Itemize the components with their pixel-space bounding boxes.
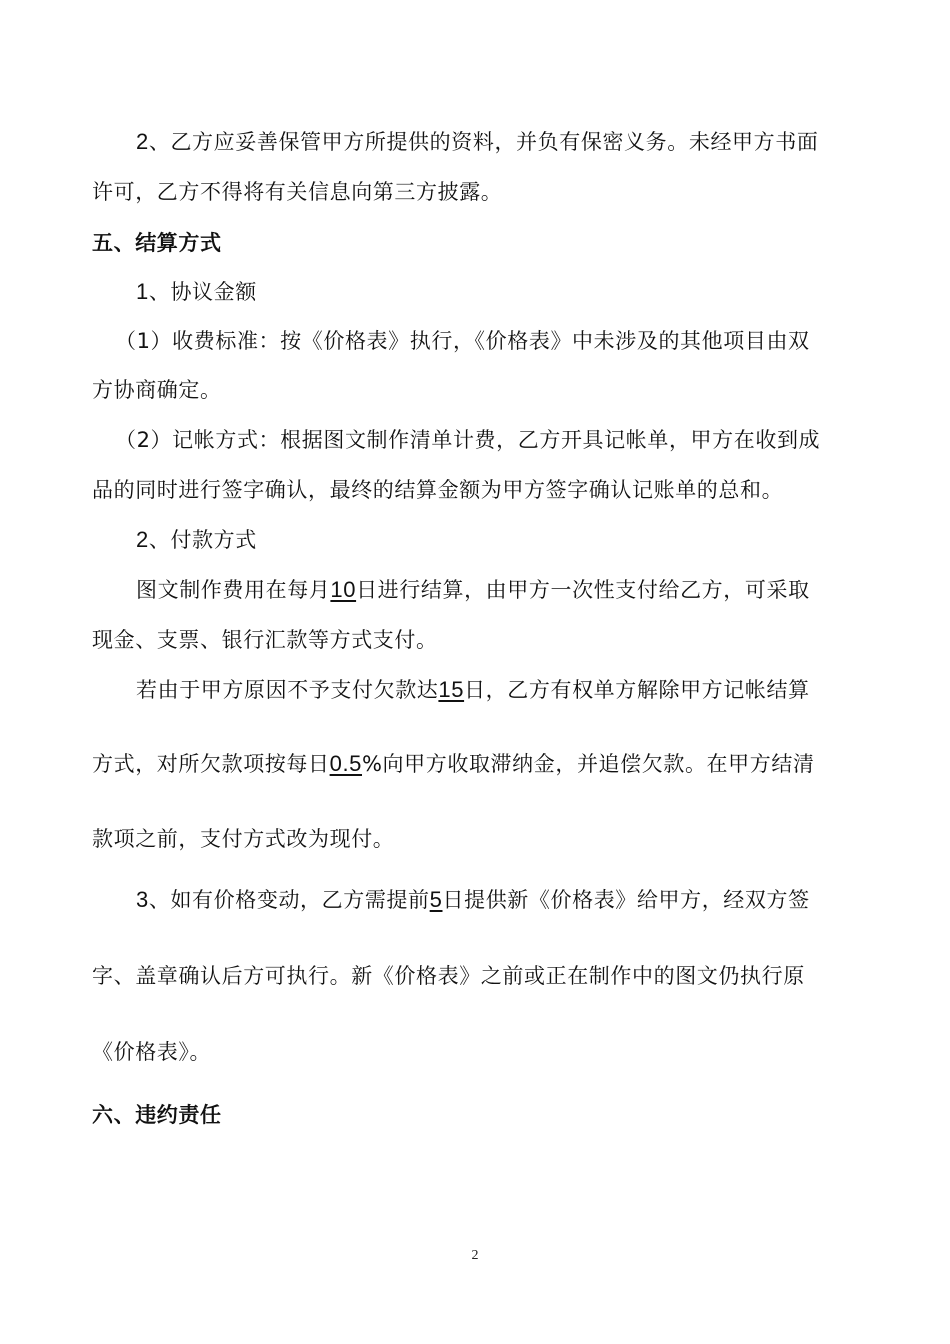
clause-2-line-2: 许可，乙方不得将有关信息向第三方披露。 <box>92 180 503 204</box>
fee-standard-line-1: （1）收费标准：按《价格表》执行，《价格表》中未涉及的其他项目由双 <box>115 329 810 353</box>
subsection-agreement-amount: 1、协议金额 <box>136 279 257 304</box>
payment-day-value: 10 <box>330 577 357 602</box>
subsection-payment-method: 2、付款方式 <box>136 527 257 552</box>
clause-2-line-1: 2、乙方应妥善保管甲方所提供的资料，并负有保密义务。未经甲方书面 <box>136 129 819 154</box>
late-payment-line-3: 款项之前，支付方式改为现付。 <box>92 827 395 851</box>
fee-standard-line-2: 方协商确定。 <box>92 378 222 402</box>
price-change-line-3: 《价格表》。 <box>92 1040 212 1064</box>
late-payment-line-2: 方式，对所欠款项按每日0.5%向甲方收取滞纳金，并追偿欠款。在甲方结清 <box>92 751 815 776</box>
section-heading-liability: 六、违约责任 <box>92 1103 222 1127</box>
price-change-line-2: 字、盖章确认后方可执行。新《价格表》之前或正在制作中的图文仍执行原 <box>92 964 805 988</box>
price-change-days-value: 5 <box>429 887 443 912</box>
late-days-value: 15 <box>438 677 465 702</box>
payment-line-1: 图文制作费用在每月10日进行结算，由甲方一次性支付给乙方，可采取 <box>136 577 810 602</box>
late-payment-line-1: 若由于甲方原因不予支付欠款达15日，乙方有权单方解除甲方记帐结算 <box>136 677 810 702</box>
billing-method-line-2: 品的同时进行签字确认，最终的结算金额为甲方签字确认记账单的总和。 <box>92 478 784 502</box>
payment-line-2: 现金、支票、银行汇款等方式支付。 <box>92 628 438 652</box>
late-rate-value: 0.5 <box>329 751 362 776</box>
page-number: 2 <box>471 1248 479 1263</box>
billing-method-line-1: （2）记帐方式：根据图文制作清单计费，乙方开具记帐单，甲方在收到成 <box>115 428 821 452</box>
section-heading-settlement: 五、结算方式 <box>92 231 222 255</box>
price-change-line-1: 3、如有价格变动，乙方需提前5日提供新《价格表》给甲方，经双方签 <box>136 887 810 912</box>
